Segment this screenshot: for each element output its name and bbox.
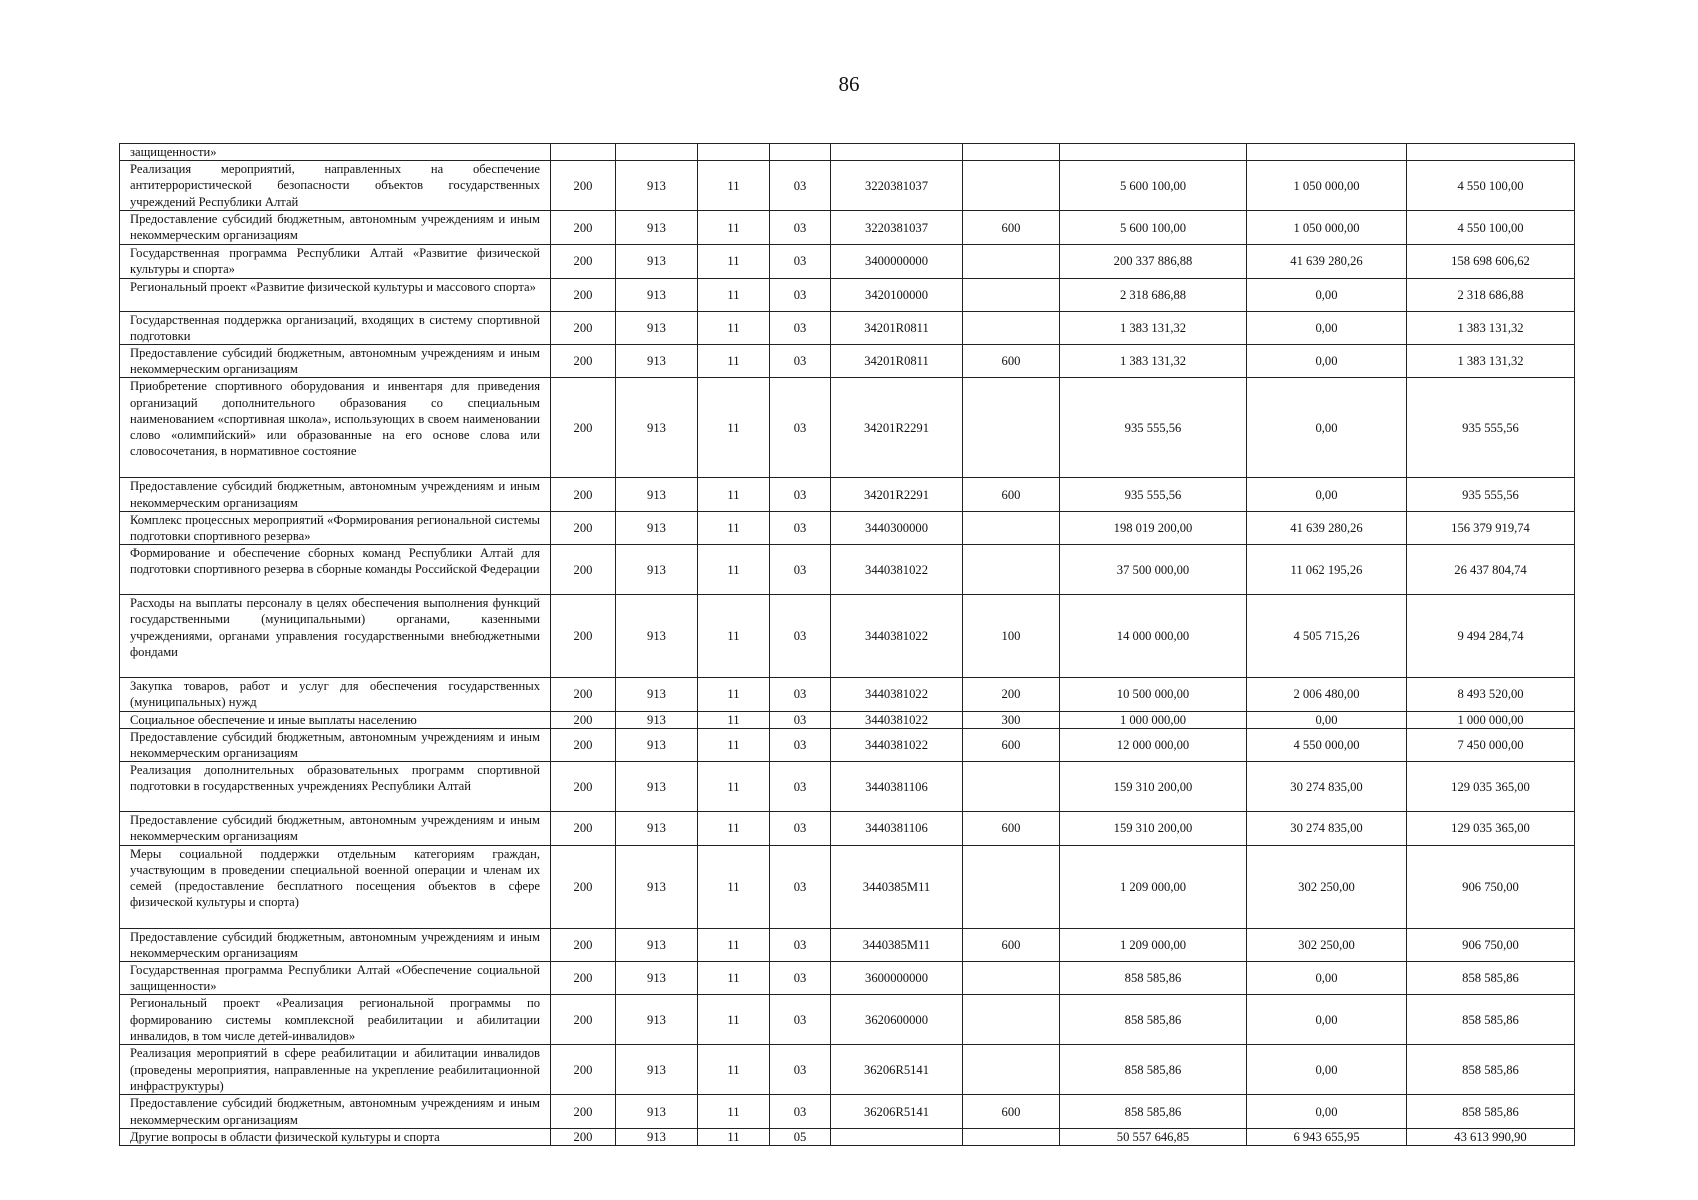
row-c3-cell: 11 [698, 245, 770, 278]
row-c4-cell: 03 [770, 245, 831, 278]
row-c6-cell: 600 [963, 478, 1060, 511]
row-c6-cell [963, 762, 1060, 812]
row-v2-cell: 41 639 280,26 [1247, 245, 1407, 278]
row-c6-cell: 300 [963, 711, 1060, 728]
row-c1-cell: 200 [551, 378, 616, 478]
row-name-cell: Предоставление субсидий бюджетным, автономным учреждениям и иным некоммерческим организациям [120, 812, 551, 845]
row-v1-cell: 1 383 131,32 [1060, 345, 1247, 378]
row-v3-cell: 906 750,00 [1407, 928, 1575, 961]
row-c1-cell: 200 [551, 928, 616, 961]
row-c5-cell: 36206R5141 [831, 1045, 963, 1095]
row-v2-cell: 302 250,00 [1247, 928, 1407, 961]
row-v2-cell: 0,00 [1247, 995, 1407, 1045]
table-row [120, 278, 1575, 311]
row-name-cell: Предоставление субсидий бюджетным, автономным учреждениям и иным некоммерческим организациям [120, 345, 551, 378]
row-c2-cell: 913 [616, 728, 698, 761]
row-c2-cell: 913 [616, 812, 698, 845]
row-c4-cell: 03 [770, 995, 831, 1045]
row-v2-cell: 0,00 [1247, 478, 1407, 511]
row-c3-cell: 11 [698, 311, 770, 344]
row-c6-cell: 600 [963, 345, 1060, 378]
row-v1-cell: 37 500 000,00 [1060, 545, 1247, 595]
row-name-cell: Предоставление субсидий бюджетным, автономным учреждениям и иным некоммерческим организациям [120, 728, 551, 761]
row-name-cell: Формирование и обеспечение сборных команд Республики Алтай для подготовки спортивного резерва в сборные команды Российской Федерации [120, 545, 551, 595]
row-v3-cell: 158 698 606,62 [1407, 245, 1575, 278]
row-c1-cell: 200 [551, 1095, 616, 1128]
row-c3-cell: 11 [698, 511, 770, 544]
row-c6-cell [963, 161, 1060, 211]
row-c2-cell: 913 [616, 1045, 698, 1095]
row-c3-cell: 11 [698, 762, 770, 812]
table-body [120, 144, 1575, 1146]
row-c2-cell: 913 [616, 311, 698, 344]
row-v3-cell: 1 000 000,00 [1407, 711, 1575, 728]
row-v1-cell: 1 209 000,00 [1060, 928, 1247, 961]
row-name-cell: Государственная программа Республики Алтай «Обеспечение социальной защищенности» [120, 962, 551, 995]
row-c2-cell [616, 144, 698, 161]
table-row [120, 962, 1575, 995]
table-row [120, 311, 1575, 344]
row-v3-cell: 858 585,86 [1407, 1045, 1575, 1095]
row-v1-cell: 159 310 200,00 [1060, 762, 1247, 812]
row-c5-cell: 3620600000 [831, 995, 963, 1045]
row-c2-cell: 913 [616, 678, 698, 711]
row-c5-cell: 34201R0811 [831, 311, 963, 344]
row-c3-cell: 11 [698, 1128, 770, 1145]
row-c2-cell: 913 [616, 845, 698, 928]
row-c1-cell: 200 [551, 995, 616, 1045]
row-c4-cell: 05 [770, 1128, 831, 1145]
row-v2-cell: 0,00 [1247, 711, 1407, 728]
page-number: 86 [838, 72, 860, 96]
row-c1-cell: 200 [551, 1128, 616, 1145]
row-c2-cell: 913 [616, 1128, 698, 1145]
row-c5-cell: 3600000000 [831, 962, 963, 995]
table-row [120, 1045, 1575, 1095]
table-row [120, 345, 1575, 378]
row-c1-cell: 200 [551, 345, 616, 378]
row-v1-cell: 10 500 000,00 [1060, 678, 1247, 711]
row-c5-cell: 3440381022 [831, 545, 963, 595]
row-v2-cell: 0,00 [1247, 278, 1407, 311]
row-v3-cell: 858 585,86 [1407, 995, 1575, 1045]
row-v2-cell: 30 274 835,00 [1247, 762, 1407, 812]
row-v2-cell: 0,00 [1247, 962, 1407, 995]
table-row [120, 211, 1575, 245]
row-v3-cell: 935 555,56 [1407, 478, 1575, 511]
row-c6-cell [963, 511, 1060, 544]
row-c5-cell: 3400000000 [831, 245, 963, 278]
row-c4-cell: 03 [770, 595, 831, 678]
row-c4-cell: 03 [770, 928, 831, 961]
row-c3-cell: 11 [698, 928, 770, 961]
table-row [120, 928, 1575, 961]
row-c5-cell: 3440385М11 [831, 845, 963, 928]
row-c4-cell: 03 [770, 311, 831, 344]
row-name-cell: Государственная программа Республики Алтай «Развитие физической культуры и спорта» [120, 245, 551, 278]
row-c6-cell [963, 245, 1060, 278]
row-c4-cell: 03 [770, 345, 831, 378]
row-c2-cell: 913 [616, 711, 698, 728]
row-name-cell: Региональный проект «Реализация региональной программы по формированию системы комплексной реабилитации и абилитации инвалидов, в том числе детей-инвалидов» [120, 995, 551, 1045]
row-c2-cell: 913 [616, 995, 698, 1045]
table-row [120, 728, 1575, 761]
row-c4-cell: 03 [770, 762, 831, 812]
row-c4-cell: 03 [770, 211, 831, 245]
row-name-cell: Расходы на выплаты персоналу в целях обеспечения выполнения функций государственными (муниципальными) органами, казенными учреждениями, органами управления государственными внебюджетными фондами [120, 595, 551, 678]
row-c2-cell: 913 [616, 962, 698, 995]
row-v1-cell: 935 555,56 [1060, 378, 1247, 478]
row-c5-cell: 3440381022 [831, 678, 963, 711]
row-c4-cell: 03 [770, 1095, 831, 1128]
row-c6-cell: 600 [963, 728, 1060, 761]
row-c4-cell [770, 144, 831, 161]
row-name-cell: Другие вопросы в области физической культуры и спорта [120, 1128, 551, 1145]
row-c4-cell: 03 [770, 478, 831, 511]
row-c2-cell: 913 [616, 211, 698, 245]
row-c2-cell: 913 [616, 762, 698, 812]
row-c2-cell: 913 [616, 161, 698, 211]
row-v2-cell: 1 050 000,00 [1247, 211, 1407, 245]
row-c3-cell: 11 [698, 711, 770, 728]
row-c2-cell: 913 [616, 478, 698, 511]
row-name-cell: Закупка товаров, работ и услуг для обеспечения государственных (муниципальных) нужд [120, 678, 551, 711]
table-row [120, 762, 1575, 812]
row-c1-cell: 200 [551, 711, 616, 728]
row-c2-cell: 913 [616, 378, 698, 478]
row-c6-cell [963, 311, 1060, 344]
table-row [120, 595, 1575, 678]
row-name-cell: Реализация мероприятий, направленных на обеспечение антитеррористической безопасности объектов государственных учреждений Республики Алтай [120, 161, 551, 211]
row-v2-cell: 1 050 000,00 [1247, 161, 1407, 211]
row-c3-cell: 11 [698, 478, 770, 511]
row-v1-cell: 1 383 131,32 [1060, 311, 1247, 344]
row-c5-cell: 34201R2291 [831, 378, 963, 478]
row-c1-cell: 200 [551, 728, 616, 761]
row-c3-cell: 11 [698, 995, 770, 1045]
row-c5-cell: 3440381022 [831, 711, 963, 728]
row-v3-cell: 906 750,00 [1407, 845, 1575, 928]
row-c1-cell: 200 [551, 511, 616, 544]
row-c5-cell: 3440381022 [831, 728, 963, 761]
row-c4-cell: 03 [770, 161, 831, 211]
row-c2-cell: 913 [616, 345, 698, 378]
row-name-cell: Предоставление субсидий бюджетным, автономным учреждениям и иным некоммерческим организациям [120, 211, 551, 245]
table-row [120, 711, 1575, 728]
row-c4-cell: 03 [770, 845, 831, 928]
row-name-cell: Реализация мероприятий в сфере реабилитации и абилитации инвалидов (проведены мероприятия, направленные на укрепление реабилитационной инфраструктуры) [120, 1045, 551, 1095]
row-v3-cell: 8 493 520,00 [1407, 678, 1575, 711]
row-v3-cell: 43 613 990,90 [1407, 1128, 1575, 1145]
row-c5-cell: 3220381037 [831, 161, 963, 211]
table-row [120, 845, 1575, 928]
row-c6-cell [963, 962, 1060, 995]
row-c4-cell: 03 [770, 278, 831, 311]
row-v3-cell: 1 383 131,32 [1407, 345, 1575, 378]
row-c3-cell: 11 [698, 728, 770, 761]
table-row [120, 511, 1575, 544]
row-v1-cell: 858 585,86 [1060, 1095, 1247, 1128]
row-c1-cell: 200 [551, 762, 616, 812]
row-c3-cell: 11 [698, 595, 770, 678]
row-c6-cell: 100 [963, 595, 1060, 678]
row-c3-cell: 11 [698, 678, 770, 711]
row-v1-cell: 858 585,86 [1060, 1045, 1247, 1095]
row-c5-cell: 34201R2291 [831, 478, 963, 511]
row-v1-cell: 198 019 200,00 [1060, 511, 1247, 544]
row-c5-cell: 3440381022 [831, 595, 963, 678]
row-v2-cell: 41 639 280,26 [1247, 511, 1407, 544]
row-v1-cell: 858 585,86 [1060, 995, 1247, 1045]
row-c1-cell: 200 [551, 478, 616, 511]
row-c4-cell: 03 [770, 711, 831, 728]
row-name-cell: Реализация дополнительных образовательных программ спортивной подготовки в государственных учреждениях Республики Алтай [120, 762, 551, 812]
row-c3-cell: 11 [698, 161, 770, 211]
row-c1-cell: 200 [551, 962, 616, 995]
row-v2-cell: 0,00 [1247, 311, 1407, 344]
row-c6-cell [963, 1045, 1060, 1095]
row-c6-cell [963, 278, 1060, 311]
row-c5-cell: 3440385М11 [831, 928, 963, 961]
row-c6-cell [963, 1128, 1060, 1145]
row-c6-cell [963, 845, 1060, 928]
row-v3-cell: 4 550 100,00 [1407, 211, 1575, 245]
row-c1-cell: 200 [551, 595, 616, 678]
row-c3-cell: 11 [698, 1045, 770, 1095]
row-c3-cell: 11 [698, 545, 770, 595]
row-v3-cell: 4 550 100,00 [1407, 161, 1575, 211]
row-c1-cell: 200 [551, 1045, 616, 1095]
row-c1-cell: 200 [551, 545, 616, 595]
row-c2-cell: 913 [616, 928, 698, 961]
row-c6-cell: 600 [963, 812, 1060, 845]
row-c3-cell: 11 [698, 211, 770, 245]
row-name-cell: защищенности» [120, 144, 551, 161]
row-c3-cell: 11 [698, 278, 770, 311]
row-v3-cell: 129 035 365,00 [1407, 762, 1575, 812]
row-c4-cell: 03 [770, 678, 831, 711]
row-c6-cell [963, 144, 1060, 161]
row-v2-cell: 0,00 [1247, 1095, 1407, 1128]
row-c1-cell: 200 [551, 678, 616, 711]
row-c1-cell [551, 144, 616, 161]
table-row [120, 478, 1575, 511]
row-c5-cell: 36206R5141 [831, 1095, 963, 1128]
row-v3-cell [1407, 144, 1575, 161]
table-row [120, 161, 1575, 211]
row-c1-cell: 200 [551, 245, 616, 278]
row-c5-cell: 3420100000 [831, 278, 963, 311]
row-name-cell: Предоставление субсидий бюджетным, автономным учреждениям и иным некоммерческим организациям [120, 478, 551, 511]
row-name-cell: Предоставление субсидий бюджетным, автономным учреждениям и иным некоммерческим организациям [120, 1095, 551, 1128]
row-c6-cell [963, 545, 1060, 595]
row-v3-cell: 2 318 686,88 [1407, 278, 1575, 311]
row-name-cell: Региональный проект «Развитие физической культуры и массового спорта» [120, 278, 551, 311]
row-c4-cell: 03 [770, 378, 831, 478]
row-c4-cell: 03 [770, 511, 831, 544]
row-v3-cell: 858 585,86 [1407, 962, 1575, 995]
row-v3-cell: 129 035 365,00 [1407, 812, 1575, 845]
row-c2-cell: 913 [616, 511, 698, 544]
row-v3-cell: 935 555,56 [1407, 378, 1575, 478]
row-c6-cell: 600 [963, 1095, 1060, 1128]
row-v1-cell: 858 585,86 [1060, 962, 1247, 995]
table-row [120, 1128, 1575, 1145]
row-c1-cell: 200 [551, 278, 616, 311]
table-row [120, 1095, 1575, 1128]
row-c4-cell: 03 [770, 728, 831, 761]
row-name-cell: Комплекс процессных мероприятий «Формирования региональной системы подготовки спортивного резерва» [120, 511, 551, 544]
row-v1-cell: 1 209 000,00 [1060, 845, 1247, 928]
row-v2-cell: 0,00 [1247, 345, 1407, 378]
table-row [120, 245, 1575, 278]
row-c2-cell: 913 [616, 1095, 698, 1128]
row-v2-cell: 4 550 000,00 [1247, 728, 1407, 761]
row-name-cell: Приобретение спортивного оборудования и инвентаря для приведения организаций дополнительного образования со специальным наименованием «спортивная школа», использующих в своем наименовании слово «олимпийский» или образованные на его основе слова или словосочетания, в нормативное состояние [120, 378, 551, 478]
row-c6-cell [963, 378, 1060, 478]
row-c6-cell: 600 [963, 211, 1060, 245]
budget-table [119, 143, 1575, 1146]
row-v1-cell: 200 337 886,88 [1060, 245, 1247, 278]
row-c1-cell: 200 [551, 845, 616, 928]
row-c4-cell: 03 [770, 812, 831, 845]
row-c3-cell: 11 [698, 812, 770, 845]
row-c3-cell: 11 [698, 345, 770, 378]
row-v3-cell: 858 585,86 [1407, 1095, 1575, 1128]
row-v2-cell: 11 062 195,26 [1247, 545, 1407, 595]
table-row [120, 545, 1575, 595]
row-c5-cell: 3440381106 [831, 812, 963, 845]
row-v1-cell: 5 600 100,00 [1060, 211, 1247, 245]
row-c2-cell: 913 [616, 245, 698, 278]
row-v3-cell: 7 450 000,00 [1407, 728, 1575, 761]
row-v1-cell: 159 310 200,00 [1060, 812, 1247, 845]
row-c3-cell [698, 144, 770, 161]
row-v1-cell: 14 000 000,00 [1060, 595, 1247, 678]
row-v2-cell: 30 274 835,00 [1247, 812, 1407, 845]
row-v2-cell: 4 505 715,26 [1247, 595, 1407, 678]
row-v2-cell: 2 006 480,00 [1247, 678, 1407, 711]
row-name-cell: Предоставление субсидий бюджетным, автономным учреждениям и иным некоммерческим организациям [120, 928, 551, 961]
row-c1-cell: 200 [551, 812, 616, 845]
row-c5-cell: 34201R0811 [831, 345, 963, 378]
row-v1-cell: 50 557 646,85 [1060, 1128, 1247, 1145]
row-v1-cell: 5 600 100,00 [1060, 161, 1247, 211]
row-c1-cell: 200 [551, 211, 616, 245]
row-c1-cell: 200 [551, 161, 616, 211]
table-row [120, 678, 1575, 711]
row-c5-cell: 3440381106 [831, 762, 963, 812]
row-c5-cell: 3220381037 [831, 211, 963, 245]
row-c3-cell: 11 [698, 845, 770, 928]
row-v2-cell: 0,00 [1247, 1045, 1407, 1095]
table-row [120, 144, 1575, 161]
row-c3-cell: 11 [698, 962, 770, 995]
table-row [120, 812, 1575, 845]
row-v3-cell: 156 379 919,74 [1407, 511, 1575, 544]
table-row [120, 995, 1575, 1045]
row-c4-cell: 03 [770, 1045, 831, 1095]
row-c5-cell: 3440300000 [831, 511, 963, 544]
row-v1-cell: 1 000 000,00 [1060, 711, 1247, 728]
row-name-cell: Государственная поддержка организаций, входящих в систему спортивной подготовки [120, 311, 551, 344]
row-c1-cell: 200 [551, 311, 616, 344]
row-v1-cell: 935 555,56 [1060, 478, 1247, 511]
row-v2-cell: 6 943 655,95 [1247, 1128, 1407, 1145]
row-name-cell: Меры социальной поддержки отдельным категориям граждан, участвующим в проведении специальной военной операции и членам их семей (предоставление бесплатного посещения объектов в сфере физической культуры и спорта) [120, 845, 551, 928]
row-v2-cell: 0,00 [1247, 378, 1407, 478]
row-v3-cell: 9 494 284,74 [1407, 595, 1575, 678]
row-c3-cell: 11 [698, 378, 770, 478]
row-v2-cell [1247, 144, 1407, 161]
row-c2-cell: 913 [616, 278, 698, 311]
row-c6-cell: 600 [963, 928, 1060, 961]
row-c4-cell: 03 [770, 962, 831, 995]
row-c5-cell [831, 1128, 963, 1145]
row-v2-cell: 302 250,00 [1247, 845, 1407, 928]
row-v1-cell: 12 000 000,00 [1060, 728, 1247, 761]
row-c2-cell: 913 [616, 545, 698, 595]
row-v1-cell [1060, 144, 1247, 161]
row-v3-cell: 1 383 131,32 [1407, 311, 1575, 344]
table-row [120, 378, 1575, 478]
row-c2-cell: 913 [616, 595, 698, 678]
row-c4-cell: 03 [770, 545, 831, 595]
row-c6-cell: 200 [963, 678, 1060, 711]
row-c3-cell: 11 [698, 1095, 770, 1128]
row-c5-cell [831, 144, 963, 161]
row-name-cell: Социальное обеспечение и иные выплаты населению [120, 711, 551, 728]
row-v3-cell: 26 437 804,74 [1407, 545, 1575, 595]
row-c6-cell [963, 995, 1060, 1045]
row-v1-cell: 2 318 686,88 [1060, 278, 1247, 311]
